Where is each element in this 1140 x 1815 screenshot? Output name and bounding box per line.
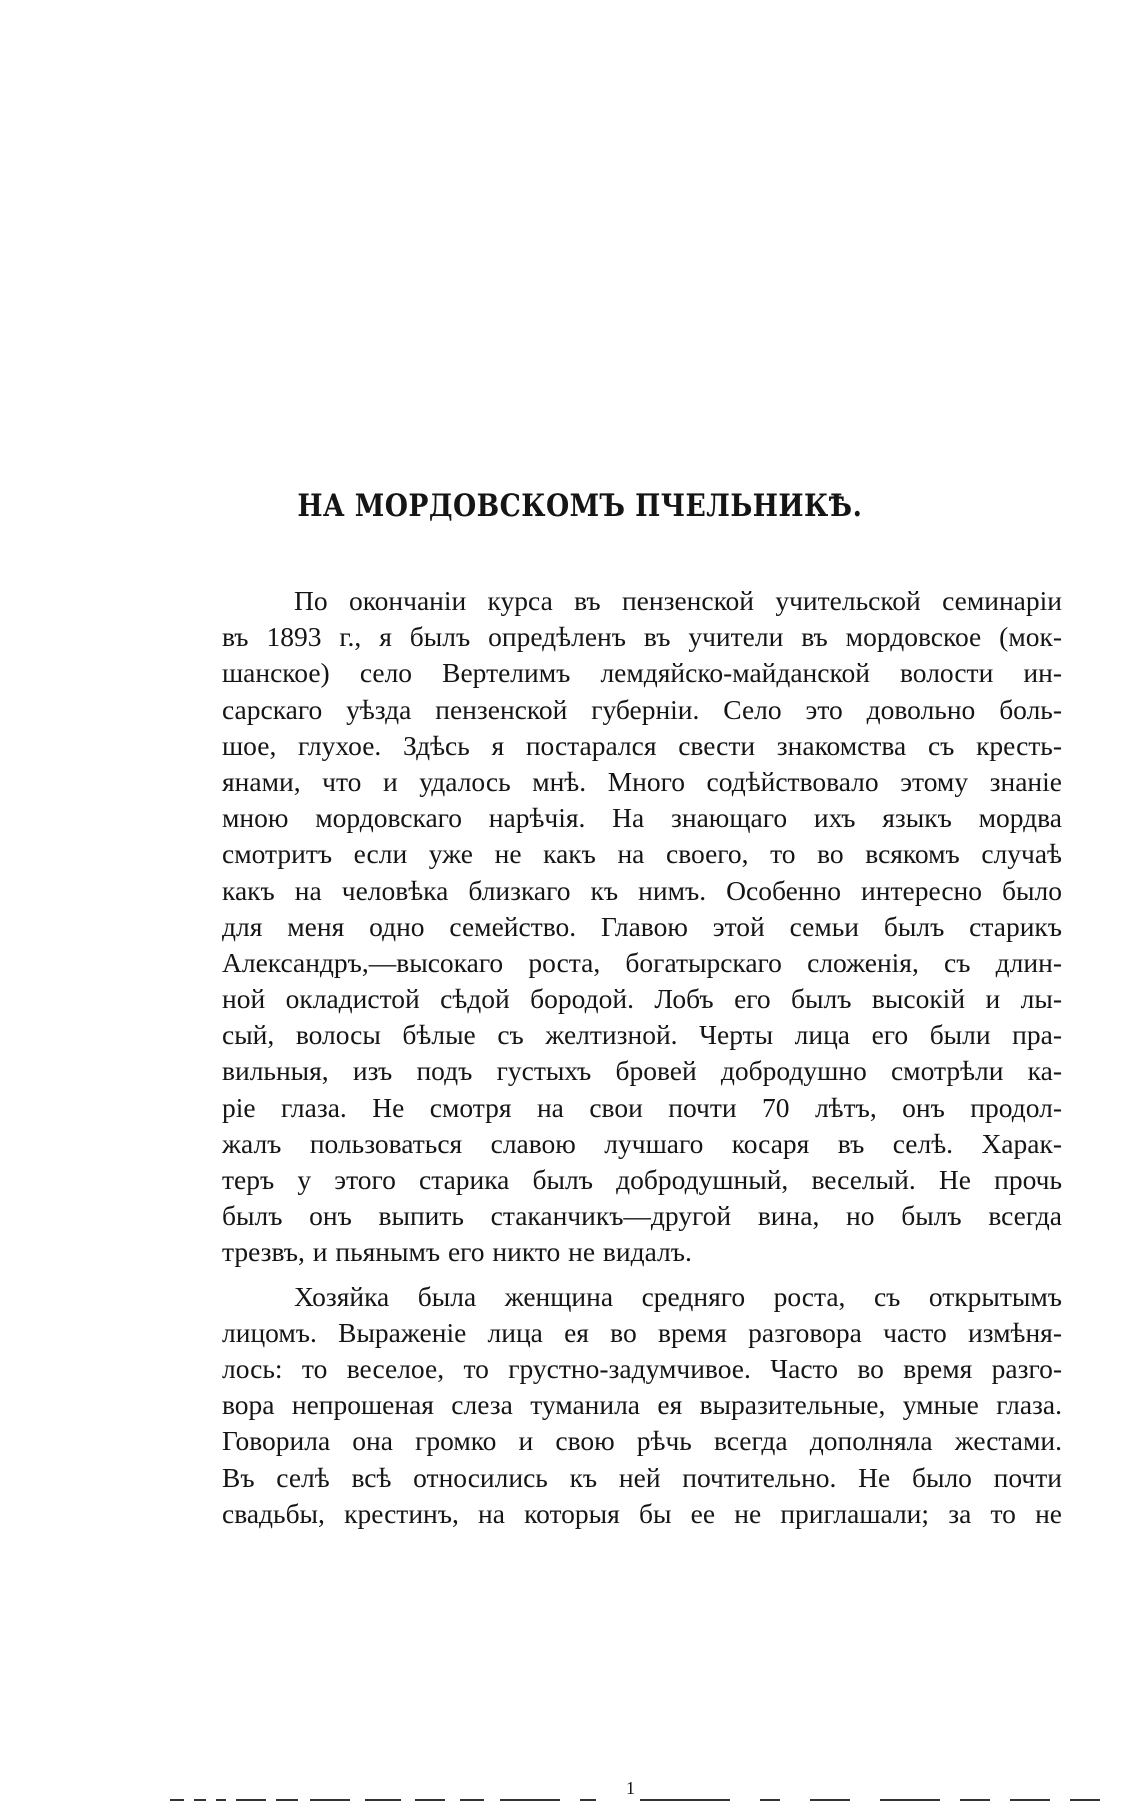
text-line: шанское) село Вертелимъ лемдяйско-майданской волости ин- (222, 657, 1062, 689)
text-line: шое, глухое. Здѣсь я постарался свести знакомства съ кресть- (222, 729, 1062, 761)
text-line: сарскаго уѣзда пензенской губерніи. Село это довольно боль- (222, 693, 1062, 725)
text-line: сый, волосы бѣлые съ желтизной. Черты лица его были пра- (222, 1019, 1062, 1051)
text-line: Александръ,—высокаго роста, богатырскаго сложенія, съ длин- (222, 946, 1062, 978)
text-line: жалъ пользоваться славою лучшаго косаря въ селѣ. Харак- (222, 1127, 1062, 1159)
text-line: былъ онъ выпить стаканчикъ—другой вина, но былъ всегда (222, 1200, 1062, 1232)
text-line: вильныя, изъ подъ густыхъ бровей добродушно смотрѣли ка- (222, 1055, 1062, 1087)
text-line: теръ у этого старика былъ добродушный, веселый. Не прочь (222, 1164, 1062, 1195)
text-line: По окончаніи курса въ пензенской учительской семинаріи (294, 585, 1062, 616)
text-line: ріе глаза. Не смотря на свои почти 70 лѣтъ, онъ продол- (222, 1091, 1062, 1123)
text-line: трезвъ, и пьянымъ его никто не видалъ. (222, 1236, 692, 1268)
text-line: какъ на человѣка близкаго къ нимъ. Особенно интересно было (222, 874, 1062, 906)
footer-mark: 1 (626, 1778, 635, 1798)
text-line: лицомъ. Выраженіе лица ея во время разговора часто измѣня- (222, 1316, 1062, 1348)
body-text (222, 583, 1062, 1532)
text-line: въ 1893 г., я былъ опредѣленъ въ учители въ мордовское (мок- (222, 621, 1062, 653)
text-line: лось: то веселое, то грустно-задумчивое. Часто во время разго- (222, 1352, 1062, 1384)
text-line: Въ селѣ всѣ относились къ ней почтительно. Не было почти (222, 1461, 1062, 1493)
text-line: янами, что и удалось мнѣ. Много содѣйствовало этому знаніе (222, 765, 1062, 797)
text-line: Хозяйка была женщина средняго роста, съ открытымъ (294, 1280, 1062, 1312)
text-line: Говорила она громко и свою рѣчь всегда дополняла жестами. (222, 1425, 1062, 1457)
text-line: ной окладистой сѣдой бородой. Лобъ его былъ высокій и лы- (222, 983, 1062, 1015)
text-line: вора непрошеная слеза туманила ея выразительные, умные глаза. (222, 1389, 1062, 1421)
page-title: НА МОРДОВСКОМЪ ПЧЕЛЬНИКѢ. (297, 488, 863, 524)
scan-edge-artifact (160, 1796, 1120, 1804)
text-line: для меня одно семейство. Главою этой семьи былъ старикъ (222, 910, 1062, 942)
text-line: мною мордовскаго нарѣчія. На знающаго ихъ языкъ мордва (222, 802, 1062, 834)
text-line: свадьбы, крестинъ, на которыя бы ее не приглашали; за то не (222, 1497, 1062, 1529)
text-line: смотритъ если уже не какъ на своего, то во всякомъ случаѣ (222, 838, 1062, 870)
